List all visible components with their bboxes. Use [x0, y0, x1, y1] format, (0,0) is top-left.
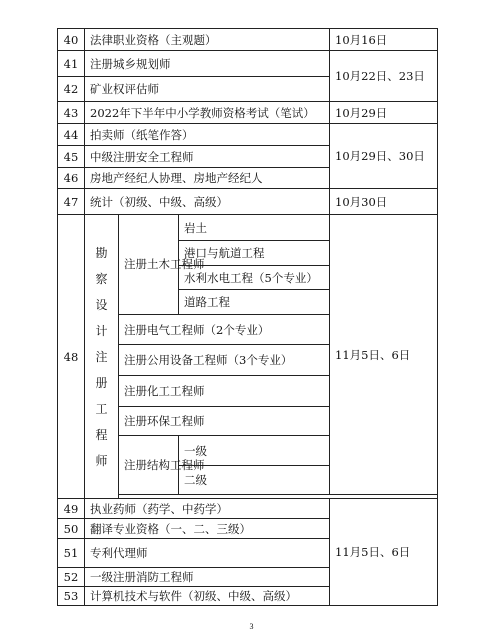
exam-name: 注册城乡规划师 — [85, 51, 330, 77]
table-row — [58, 102, 438, 124]
exam-name: 注册环保工程师 — [119, 407, 330, 436]
row-number: 52 — [58, 568, 85, 587]
structural-engineer: 注册结构工程师 — [119, 436, 179, 495]
exam-date: 10月22日、23日 — [330, 51, 438, 102]
exam-name: 2022年下半年中小学教师资格考试（笔试） — [85, 102, 330, 124]
row-number: 46 — [58, 168, 85, 189]
row-number: 42 — [58, 77, 85, 102]
table-row — [58, 51, 438, 77]
group-label — [85, 215, 119, 499]
table-row — [58, 189, 438, 215]
exam-name: 中级注册安全工程师 — [85, 146, 330, 168]
row-number: 50 — [58, 519, 85, 539]
exam-name: 执业药师（药学、中药学） — [85, 499, 330, 519]
row-number: 44 — [58, 124, 85, 146]
page-number: 3 — [249, 622, 254, 631]
table-row — [58, 499, 438, 519]
row-number: 45 — [58, 146, 85, 168]
exam-name: 拍卖师（纸笔作答） — [85, 124, 330, 146]
civil-sub: 港口与航道工程 — [179, 241, 330, 266]
exam-name: 统计（初级、中级、高级） — [85, 189, 330, 215]
row-number: 48 — [58, 215, 85, 499]
exam-name: 一级注册消防工程师 — [85, 568, 330, 587]
exam-name: 注册化工工程师 — [119, 376, 330, 407]
structural-level: 二级 — [179, 466, 330, 495]
civil-engineer: 注册土木工程师 — [119, 215, 179, 315]
table-row — [58, 215, 438, 241]
exam-date: 11月5日、6日 — [330, 499, 438, 606]
exam-name: 注册公用设备工程师（3个专业） — [119, 345, 330, 376]
row-number: 40 — [58, 29, 85, 51]
row-number: 43 — [58, 102, 85, 124]
row-number: 53 — [58, 587, 85, 606]
civil-sub: 水利水电工程（5个专业） — [179, 266, 330, 290]
exam-schedule-table — [57, 28, 438, 606]
exam-date: 10月29日 — [330, 102, 438, 124]
row-number: 51 — [58, 539, 85, 568]
exam-date: 11月5日、6日 — [330, 215, 438, 495]
exam-name: 专利代理师 — [85, 539, 330, 568]
exam-date: 10月16日 — [330, 29, 438, 51]
exam-name: 房地产经纪人协理、房地产经纪人 — [85, 168, 330, 189]
table-row — [58, 29, 438, 51]
civil-sub: 岩土 — [179, 215, 330, 241]
row-number: 41 — [58, 51, 85, 77]
exam-name: 法律职业资格（主观题） — [85, 29, 330, 51]
exam-name: 翻译专业资格（一、二、三级） — [85, 519, 330, 539]
row-number: 47 — [58, 189, 85, 215]
table-row — [58, 124, 438, 146]
exam-date: 10月30日 — [330, 189, 438, 215]
civil-sub: 道路工程 — [179, 290, 330, 315]
exam-name: 注册电气工程师（2个专业） — [119, 315, 330, 345]
exam-name: 矿业权评估师 — [85, 77, 330, 102]
group-label-text: 勘察设计注册工程师 — [95, 245, 108, 468]
exam-name: 计算机技术与软件（初级、中级、高级） — [85, 587, 330, 606]
exam-date: 10月29日、30日 — [330, 124, 438, 189]
row-number: 49 — [58, 499, 85, 519]
structural-level: 一级 — [179, 436, 330, 466]
